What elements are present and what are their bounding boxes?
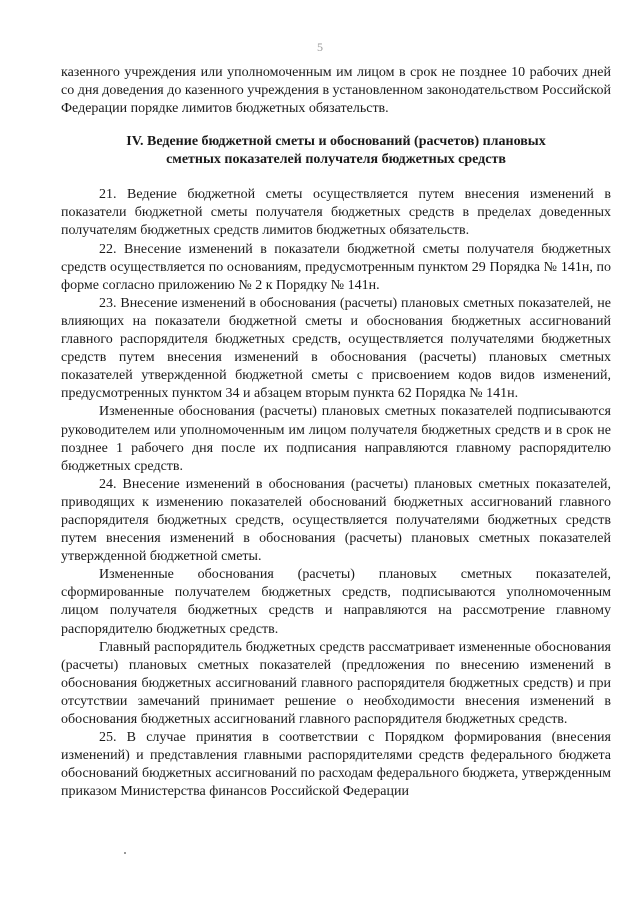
paragraph-continuation: казенного учреждения или уполномоченным им лицом в срок не позднее 10 рабочих дней со дня доведения до казенного учреждения в установленном законодательством Российской Федерации порядке лимитов бюджетных обязательств. xyxy=(61,65,612,117)
paragraph-22: 22. Внесение изменений в показатели бюджетной сметы получателя бюджетных средств осуществляется по основаниям, предусмотренным пунктом 29 Порядка № 141н, по форме согласно приложению № 2 к Порядку № 141н. xyxy=(61,241,611,293)
paragraph-24-part-3: Главный распорядитель бюджетных средств рассматривает измененные обоснования (расчеты) плановых сметных показателей (предложения по внесению изменений в обоснования бюджетных ассигнований главного распорядителя бюджетных средств) и при отсутствии замечаний принимает решение о необходимости внесения изменений в обоснования бюджетных ассигнований главного распорядителя бюджетных средств. xyxy=(61,639,611,727)
paragraph-24: 24. Внесение изменений в обоснования (расчеты) плановых сметных показателей, приводящих к изменению показателей обоснований бюджетных ассигнований главного распорядителя бюджетных средств, осуществляется получателями бюджетных средств путем внесения изменений в обоснования (расчеты) плановых сметных показателей утвержденной бюджетной сметы. xyxy=(61,476,611,565)
paragraph-23-part-2: Измененные обоснования (расчеты) плановых сметных показателей подписываются руководителем или уполномоченным им лицом получателя бюджетных средств и в срок не позднее 1 рабочего дня после их подписания направляются главному распорядителю бюджетных средств. xyxy=(61,404,611,474)
page-number: 5 xyxy=(317,40,323,54)
paragraph-25: 25. В случае принятия в соответствии с Порядком формирования (внесения изменений) и представления главными распорядителями средств федерального бюджета обоснований бюджетных ассигнований по расходам федерального бюджета, утвержденным приказом Министерства финансов Российской Федерации xyxy=(61,730,611,800)
paragraph-23: 23. Внесение изменений в обоснования (расчеты) плановых сметных показателей, не влияющих на показатели бюджетной сметы и обоснования бюджетных ассигнований главного распорядителя бюджетных средств, осуществляется получателями бюджетных средств путем внесения изменений в обоснования (расчеты) плановых сметных показателей утвержденной бюджетной сметы с присвоением кодов видов изменений, предусмотренных пунктом 34 и абзацем вторым пункта 62 Порядка № 141н. xyxy=(61,295,611,402)
paragraph-24-part-2: Измененные обоснования (расчеты) плановых сметных показателей, сформированные получателем бюджетных средств, подписываются уполномоченным лицом получателя бюджетных средств и направляются на рассмотрение главному распорядителю бюджетных средств. xyxy=(61,567,611,637)
paragraph-21: 21. Ведение бюджетной сметы осуществляется путем внесения изменений в показатели бюджетной сметы получателя бюджетных средств в пределах доведенных получателям бюджетных средств лимитов бюджетных обязательств. xyxy=(61,187,611,239)
scan-speck xyxy=(124,852,126,854)
section-title-line-1: IV. Ведение бюджетной сметы и обоснований (расчетов) плановых xyxy=(126,134,546,150)
document-body xyxy=(61,64,611,801)
section-heading xyxy=(61,133,611,169)
section-title-line-2: сметных показателей получателя бюджетных средств xyxy=(166,152,506,168)
